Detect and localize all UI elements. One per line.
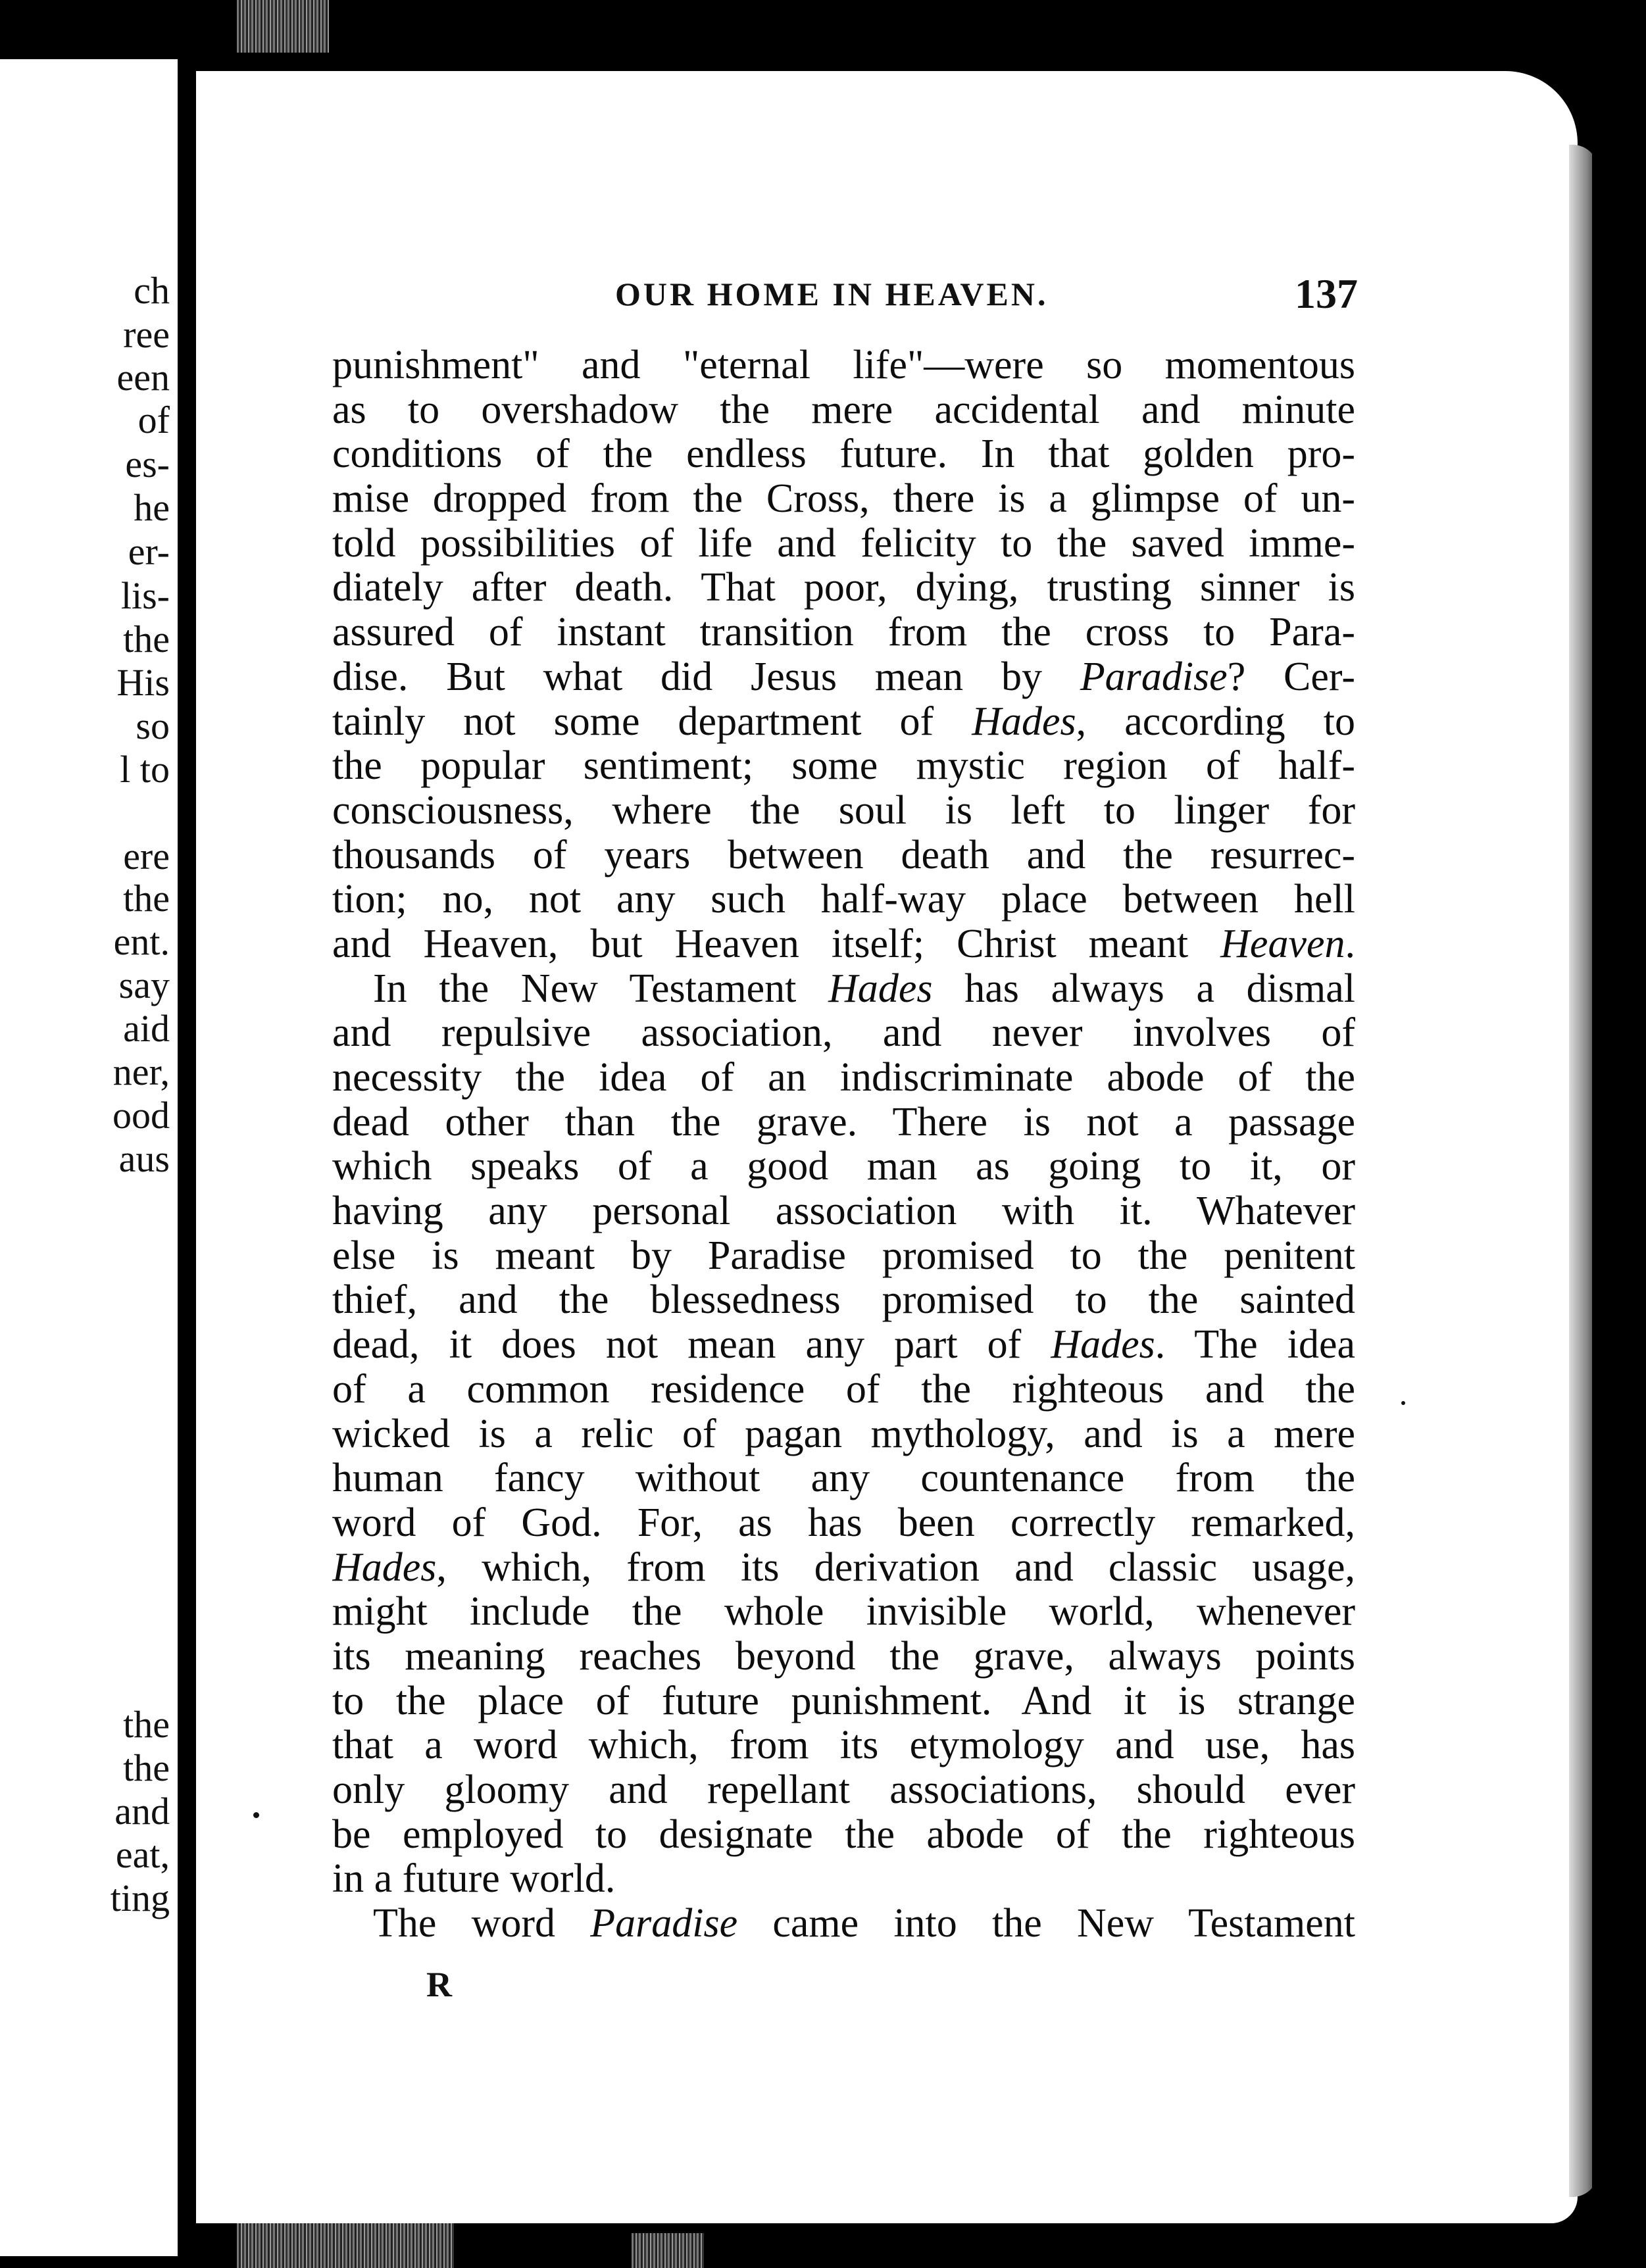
running-head: OUR HOME IN HEAVEN.	[615, 276, 1049, 312]
left-page-fragment: ere	[123, 835, 170, 877]
left-page-fragment: ner,	[112, 1050, 170, 1093]
text-line: to the place of future punishment. And it is strange	[332, 1679, 1355, 1723]
left-facing-page	[0, 59, 178, 2256]
left-page-fragment: say	[118, 964, 170, 1006]
text-line: mise dropped from the Cross, there is a glimpse of un-	[332, 477, 1355, 522]
left-page-fragment: ent.	[113, 920, 170, 963]
text-line: having any personal association with it. Whatever	[332, 1189, 1355, 1234]
text-line: in a future world.	[332, 1857, 616, 1902]
signature-mark: R	[426, 1965, 452, 2004]
text-line: dead other than the grave. There is not a passage	[332, 1100, 1355, 1145]
text-line: might include the whole invisible world, whenever	[332, 1590, 1355, 1635]
body-text	[332, 343, 1355, 1946]
left-page-fragment: l to	[120, 748, 170, 791]
left-page-fragment: es-	[125, 443, 170, 485]
text-line: that a word which, from its etymology and use, has	[332, 1723, 1355, 1768]
book-gutter	[178, 0, 197, 2268]
left-page-fragment: aid	[123, 1007, 170, 1050]
text-line: be employed to designate the abode of the righteous	[332, 1812, 1355, 1857]
text-line: and repulsive association, and never involves of	[332, 1011, 1355, 1056]
page-edge	[1592, 92, 1628, 2210]
text-line: its meaning reaches beyond the grave, always points	[332, 1634, 1355, 1679]
left-page-fragment: His	[116, 661, 170, 704]
left-page-fragment: the	[123, 1703, 170, 1746]
left-page-fragment: lis-	[120, 574, 170, 617]
text-line: tion; no, not any such half-way place between hell	[332, 877, 1355, 922]
left-page-fragment: the	[123, 877, 170, 920]
text-line: human fancy without any countenance from the	[332, 1456, 1355, 1501]
left-page-fragment: ree	[123, 313, 170, 356]
left-page-fragment: so	[136, 704, 170, 747]
text-line: Hades, which, from its derivation and classic usage,	[332, 1545, 1355, 1590]
text-line: of a common residence of the righteous and the	[332, 1367, 1355, 1412]
left-page-fragment: aus	[118, 1137, 170, 1180]
left-page-fragment: een	[116, 356, 170, 399]
text-line: the popular sentiment; some mystic region of half-	[332, 744, 1355, 789]
text-line: necessity the idea of an indiscriminate abode of the	[332, 1056, 1355, 1100]
text-line: only gloomy and repellant associations, should ever	[332, 1768, 1355, 1812]
text-line: told possibilities of life and felicity to the saved imme-	[332, 521, 1355, 566]
left-page-fragment: the	[123, 1746, 170, 1789]
ink-speck	[253, 1812, 259, 1818]
text-line: conditions of the endless future. In that golden pro-	[332, 432, 1355, 477]
scanner-strip-bottom	[237, 2217, 454, 2268]
scanner-strip-top	[237, 0, 329, 53]
text-line: and Heaven, but Heaven itself; Christ meant Heaven.	[332, 922, 1355, 966]
text-line: wicked is a relic of pagan mythology, and is a mere	[332, 1412, 1355, 1456]
left-page-fragment: the	[123, 618, 170, 660]
text-line: thousands of years between death and the resurrec-	[332, 833, 1355, 877]
left-page-fragment: eat,	[115, 1833, 170, 1876]
text-line: In the New Testament Hades has always a dismal	[373, 966, 1355, 1011]
left-page-fragment: er-	[128, 530, 170, 573]
text-line: thief, and the blessedness promised to the sainted	[332, 1278, 1355, 1323]
text-line: which speaks of a good man as going to it, or	[332, 1145, 1355, 1189]
text-line: word of God. For, as has been correctly remarked,	[332, 1500, 1355, 1545]
text-line: assured of instant transition from the cross to Para-	[332, 610, 1355, 655]
text-line: as to overshadow the mere accidental and minute	[332, 387, 1355, 432]
text-line: tainly not some department of Hades, according to	[332, 699, 1355, 744]
left-page-fragment: ch	[134, 269, 170, 312]
left-page-fragment: he	[134, 486, 170, 529]
text-line: else is meant by Paradise promised to the penitent	[332, 1233, 1355, 1278]
text-line: dise. But what did Jesus mean by Paradise? Cer-	[332, 654, 1355, 699]
left-page-fragment: ood	[112, 1094, 170, 1137]
left-page-fragment: ting	[110, 1877, 170, 1919]
page-number: 137	[1295, 270, 1358, 317]
scanner-strip-bottom-2	[632, 2233, 704, 2268]
text-line: diately after death. That poor, dying, trusting sinner is	[332, 566, 1355, 610]
text-line: punishment" and "eternal life"—were so momentous	[332, 343, 1355, 387]
text-line: consciousness, where the soul is left to linger for	[332, 788, 1355, 833]
ink-speck	[1401, 1401, 1405, 1405]
left-page-fragment: and	[114, 1790, 170, 1833]
text-line: dead, it does not mean any part of Hades. The idea	[332, 1323, 1355, 1368]
text-line: The word Paradise came into the New Testament	[373, 1902, 1355, 1946]
left-page-fragment: of	[137, 399, 170, 441]
